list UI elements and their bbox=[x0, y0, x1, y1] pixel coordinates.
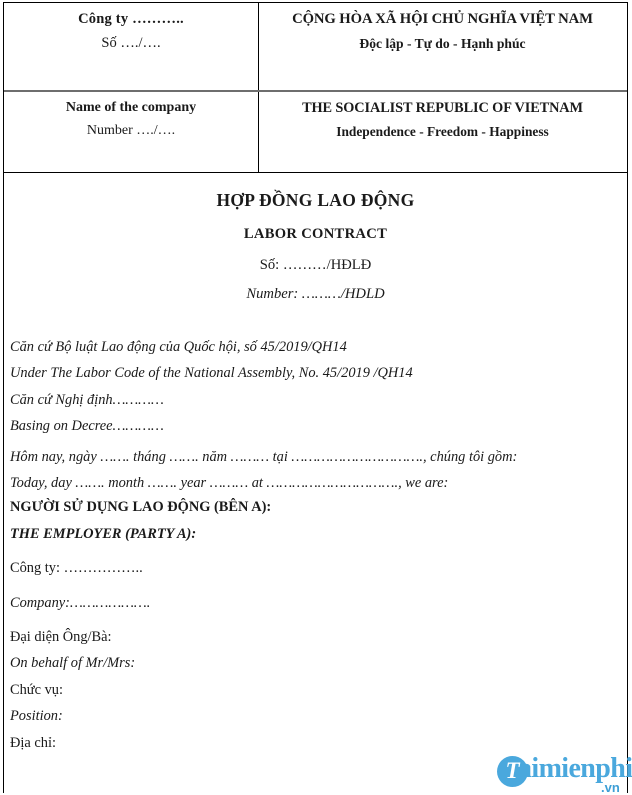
field-representative-vi: Đại diện Ông/Bà: bbox=[10, 629, 112, 646]
header-table-row-english bbox=[4, 90, 627, 172]
contract-title-en: LABOR CONTRACT bbox=[243, 226, 388, 242]
contract-number-vi: Số: ………/HĐLĐ bbox=[259, 257, 372, 273]
company-number-vi: Số …./…. bbox=[101, 34, 161, 51]
company-label-vi: Công ty ……….. bbox=[78, 11, 184, 27]
taimienphi-watermark-logo bbox=[497, 753, 632, 795]
today-line-vi: Hôm nay, ngày ……. tháng ……. năm ……… tại …………………………., chúng tôi gồm: bbox=[10, 448, 518, 465]
national-title-vi: CỘNG HÒA XÃ HỘI CHỦ NGHĨA VIỆT NAM bbox=[292, 11, 593, 27]
field-position-vi: Chức vụ: bbox=[10, 681, 63, 698]
logo-badge-letter: T bbox=[505, 758, 520, 783]
field-company-en: Company:………………. bbox=[10, 594, 151, 611]
field-company-vi: Công ty: …………….. bbox=[10, 560, 143, 577]
logo-tld: .vn bbox=[601, 780, 620, 795]
contract-title-vi: HỢP ĐỒNG LAO ĐỘNG bbox=[216, 190, 415, 210]
header-cell-national-motto-vi bbox=[259, 3, 626, 90]
contract-number-en: Number: ………/HDLD bbox=[246, 286, 385, 302]
legal-basis-labor-code-en: Under The Labor Code of the National Assembly, No. 45/2019 /QH14 bbox=[10, 365, 413, 382]
field-representative-en: On behalf of Mr/Mrs: bbox=[10, 655, 136, 672]
party-a-heading-en: THE EMPLOYER (PARTY A): bbox=[10, 525, 197, 542]
legal-basis-decree-en: Basing on Decree………… bbox=[10, 418, 164, 435]
contract-body bbox=[10, 340, 625, 750]
national-motto-vi: Độc lập - Tự do - Hạnh phúc bbox=[359, 35, 526, 51]
logo-wordmark: aimienphi bbox=[518, 753, 632, 784]
legal-basis-labor-code-vi: Căn cứ Bộ luật Lao động của Quốc hội, số 45/2019/QH14 bbox=[10, 339, 347, 355]
legal-basis-decree-vi: Căn cứ Nghị định………… bbox=[10, 391, 164, 408]
today-line-en: Today, day ……. month ……. year ……… at …………………………., we are: bbox=[10, 475, 449, 492]
field-position-en: Position: bbox=[10, 708, 63, 725]
company-label-en: Name of the company bbox=[65, 100, 197, 115]
contract-title-block bbox=[5, 190, 626, 303]
header-table-row-vietnamese bbox=[4, 3, 627, 90]
national-motto-en: Independence - Freedom - Happiness bbox=[336, 124, 549, 140]
company-number-en: Number …./…. bbox=[86, 123, 176, 138]
national-title-en: THE SOCIALIST REPUBLIC OF VIETNAM bbox=[302, 100, 583, 116]
header-table bbox=[3, 2, 628, 173]
header-cell-national-motto-en bbox=[259, 92, 626, 172]
header-cell-company-vi bbox=[4, 3, 259, 90]
header-cell-company-en bbox=[4, 92, 259, 172]
party-a-heading-vi: NGƯỜI SỬ DỤNG LAO ĐỘNG (BÊN A): bbox=[10, 499, 272, 516]
field-address-vi: Địa chỉ: bbox=[10, 734, 56, 751]
